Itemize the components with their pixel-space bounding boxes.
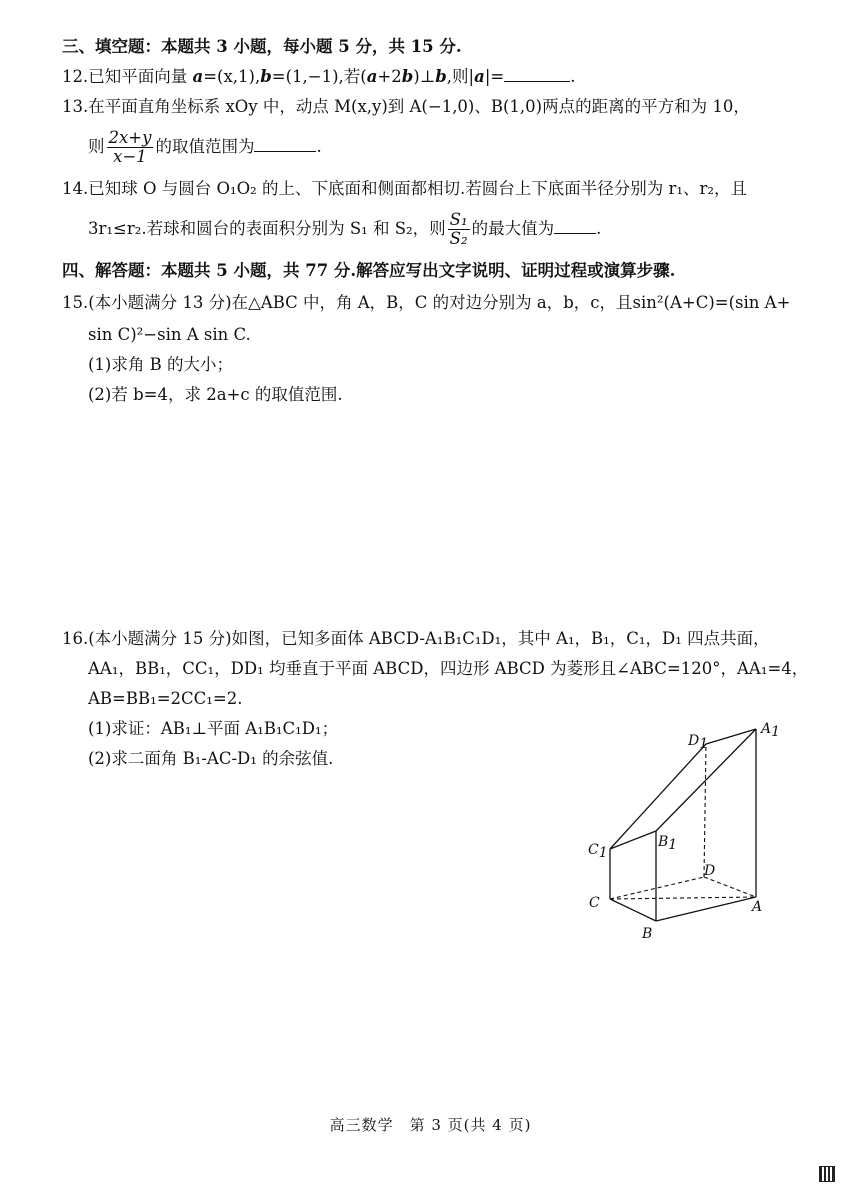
q12-text-f: ,则| — [446, 67, 475, 86]
question-14-line2 — [88, 210, 601, 248]
question-12 — [62, 66, 575, 88]
q14-pre: 3r₁≤r₂.若球和圆台的表面积分别为 S₁ 和 S₂，则 — [88, 219, 446, 238]
question-16-line2: AA₁，BB₁，CC₁，DD₁ 均垂直于平面 ABCD，四边形 ABCD 为菱形且∠ABC=120°，AA₁=4， — [88, 659, 809, 678]
question-14-line1: 14.已知球 O 与圆台 O₁O₂ 的上、下底面和侧面都相切.若圆台上下底面半径分别为 r₁、r₂，且 — [62, 179, 748, 198]
q12-vec-b2: b — [401, 67, 414, 86]
question-16-line3: AB=BB₁=2CC₁=2. — [88, 689, 243, 708]
edge-C-D-hidden — [610, 877, 704, 899]
page-footer: 高三数学 第 3 页(共 4 页) — [329, 1116, 532, 1134]
q13-numerator: 2x+y — [108, 128, 152, 147]
label-C1: C1 — [588, 842, 608, 861]
q13-end: . — [316, 137, 322, 156]
q13-fraction — [107, 129, 154, 166]
q12-text-g: |= — [484, 67, 505, 86]
answer-blank-14[interactable] — [554, 219, 596, 234]
q14-fraction — [448, 211, 470, 248]
question-13-line1: 13.在平面直角坐标系 xOy 中，动点 M(x,y)到 A(−1,0)、B(1,0)两点的距离的平方和为 10， — [62, 97, 750, 116]
label-A: A — [752, 899, 763, 915]
edge-C-B — [610, 899, 656, 921]
section4-heading: 四、解答题：本题共 5 小题，共 77 分.解答应写出文字说明、证明过程或演算步骤. — [62, 261, 676, 280]
label-A1: A1 — [761, 721, 781, 740]
q12-vec-b3: b — [435, 67, 447, 86]
q14-numerator: S₁ — [449, 210, 468, 229]
q12-text-e: )⊥ — [413, 67, 436, 86]
answer-blank-13[interactable] — [254, 137, 316, 152]
question-16-line1: 16.(本小题满分 15 分)如图，已知多面体 ABCD-A₁B₁C₁D₁，其中 A₁，B₁，C₁，D₁ 四点共面， — [62, 629, 770, 648]
answer-blank-12[interactable] — [504, 67, 570, 82]
q12-vec-a3: a — [474, 67, 485, 86]
label-D: D — [704, 863, 716, 879]
edge-D-A-hidden — [704, 877, 756, 897]
q13-pre: 则 — [88, 137, 105, 156]
polyhedron-figure — [580, 715, 790, 950]
q14-post: 的最大值为 — [471, 219, 555, 238]
qr-code-icon — [819, 1166, 835, 1182]
edge-B-A — [656, 897, 756, 921]
label-D1: D1 — [688, 733, 709, 752]
label-B: B — [642, 926, 653, 942]
q14-end: . — [596, 219, 602, 238]
q13-post: 的取值范围为 — [155, 137, 255, 156]
q12-vec-a: a — [192, 67, 204, 86]
label-B1: B1 — [658, 834, 678, 853]
question-13-line2 — [88, 128, 322, 166]
edge-B1-C1 — [610, 831, 656, 849]
q12-number: 12. — [62, 67, 89, 86]
q12-text-c: =(1,−1),若( — [271, 67, 367, 86]
label-C: C — [589, 895, 600, 911]
question-15-line1: 15.(本小题满分 13 分)在△ABC 中，角 A，B，C 的对边分别为 a，b，c，且sin²(A+C)=(sin A+ — [62, 293, 791, 312]
q12-vec-a2: a — [366, 67, 378, 86]
q14-denominator: S₂ — [449, 229, 468, 248]
question-15-line2: sin C)²−sin A sin C. — [88, 325, 251, 344]
section3-heading: 三、填空题：本题共 3 小题，每小题 5 分，共 15 分. — [62, 37, 462, 56]
q13-denominator: x−1 — [113, 147, 147, 166]
question-16-part2: (2)求二面角 B₁-AC-D₁ 的余弦值. — [88, 749, 334, 768]
q12-vec-b: b — [260, 67, 272, 86]
q12-end: . — [570, 67, 576, 86]
question-15-part1: (1)求角 B 的大小； — [88, 355, 233, 374]
q12-text: 已知平面向量 — [88, 67, 193, 86]
q12-text-b: =(x,1), — [203, 67, 261, 86]
question-15-part2: (2)若 b=4，求 2a+c 的取值范围. — [88, 385, 343, 404]
edge-C-A-hidden — [610, 897, 756, 899]
edge-D-D1-hidden — [704, 744, 706, 877]
question-16-part1: (1)求证：AB₁⊥平面 A₁B₁C₁D₁； — [88, 719, 339, 738]
q12-text-d: +2 — [377, 67, 402, 86]
